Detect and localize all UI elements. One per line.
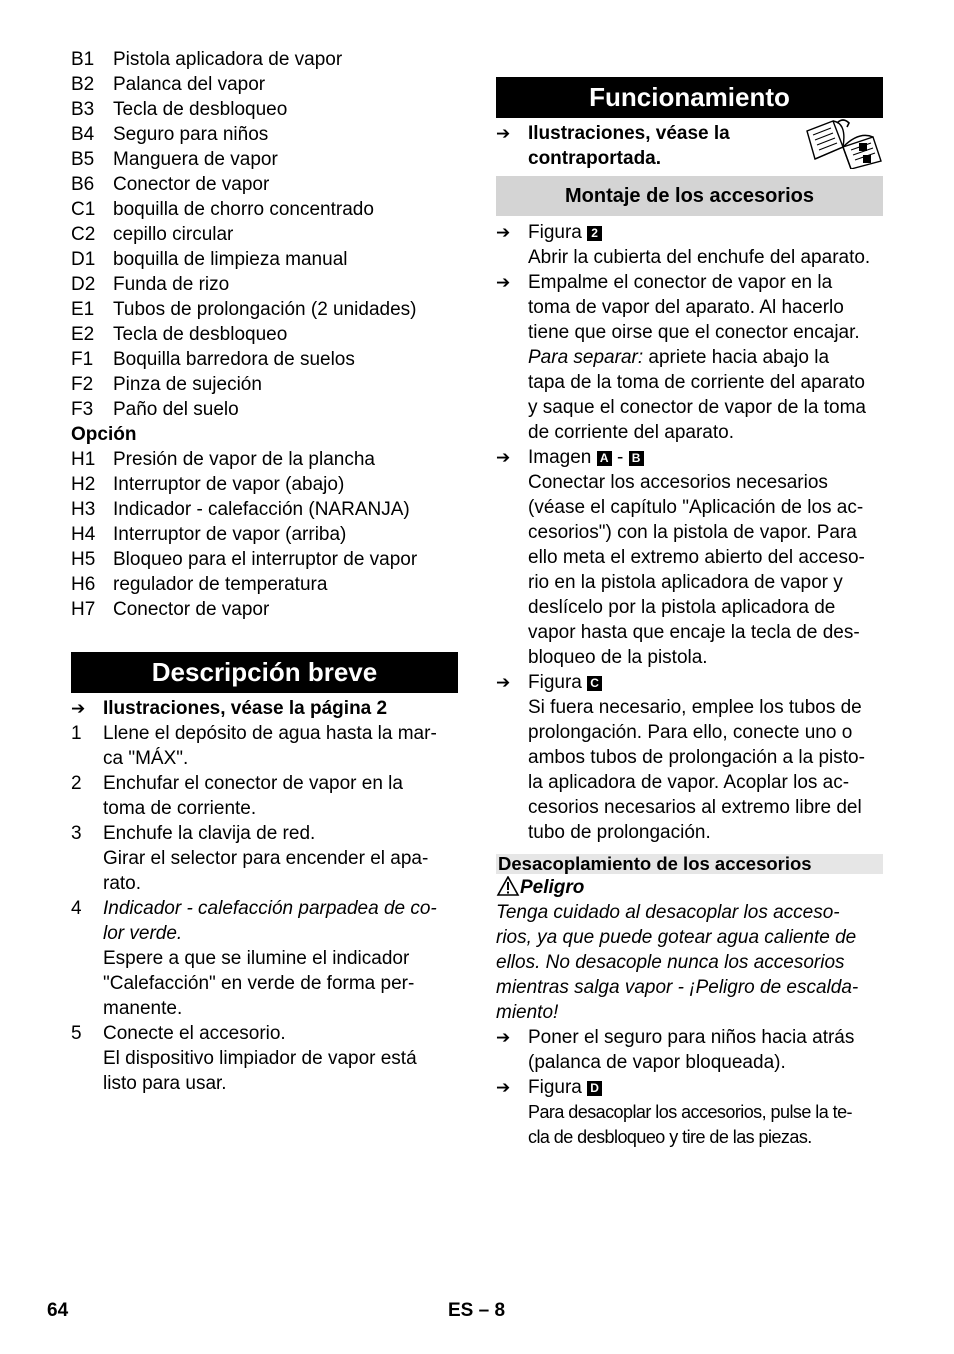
legend-text: Pistola aplicadora de vapor [113, 49, 343, 70]
legend-code: F3 [71, 399, 94, 420]
legend-text: Interruptor de vapor (arriba) [113, 524, 347, 545]
arrow-right-icon: ➔ [496, 273, 511, 292]
legend-item [71, 72, 458, 97]
warning-triangle-icon [496, 876, 520, 896]
text-line: la aplicadora de vapor. Acoplar los ac- [528, 772, 850, 793]
legend-code: H3 [71, 499, 96, 520]
step-number: 3 [71, 823, 82, 844]
step-connect: ➔ Empalme el conector de vapor en la toma de vapor del aparato. Al hacerlo tiene que oirse que el conector encajar. Para separar: apriete hacia abajo la tapa de la toma de corriente del aparato y saque el conector de vapor de la toma de corriente del aparato. [496, 272, 866, 443]
step-number: 2 [71, 773, 82, 794]
step-text [103, 821, 458, 846]
legend-item [71, 122, 458, 147]
subsection-title-mount: Montaje de los accesorios [496, 176, 883, 216]
left-column [71, 47, 458, 1096]
text-line: deslícelo por la pistola aplicadora de [528, 597, 836, 618]
arrow-right-icon: ➔ [496, 1078, 511, 1097]
legend-code: D2 [71, 274, 96, 295]
legend-code: D1 [71, 249, 96, 270]
legend-code: B4 [71, 124, 95, 145]
legend-text: Tecla de desbloqueo [113, 324, 288, 345]
arrow-right-icon: ➔ [496, 673, 511, 692]
legend-item [71, 147, 458, 172]
arrow-right-icon: ➔ [496, 223, 511, 242]
brief-step [71, 896, 458, 946]
subsection-title-uncouple: Desacoplamiento de los accesorios [496, 854, 883, 874]
step-result-line: manente. [103, 998, 183, 1019]
legend-text: Pinza de sujeción [113, 374, 262, 395]
step-line: lor verde. [103, 923, 183, 944]
text-line: prolongación. Para ello, conecte uno o [528, 722, 853, 743]
text-line: (véase el capítulo "Aplicación de los ac- [528, 497, 864, 518]
operation-reference-block [496, 121, 883, 171]
arrow-right-icon: ➔ [496, 1028, 511, 1047]
legend-code: F1 [71, 349, 94, 370]
text-line: cesorios") con la pistola de vapor. Para [528, 522, 857, 543]
section-title-brief: Descripción breve [71, 652, 458, 693]
legend-item [71, 197, 458, 222]
legend-text: cepillo circular [113, 224, 234, 245]
danger-heading: Peligro [496, 875, 883, 900]
text-line: Conectar los accesorios necesarios [528, 472, 828, 493]
option-heading: Opción [71, 424, 137, 445]
legend-item [71, 47, 458, 72]
legend-text: Interruptor de vapor (abajo) [113, 474, 345, 495]
step-result-line: listo para usar. [103, 1073, 227, 1094]
legend-code: H7 [71, 599, 96, 620]
legend-code: C2 [71, 224, 96, 245]
step-number: 5 [71, 1023, 82, 1044]
legend-text: Boquilla barredora de suelos [113, 349, 355, 370]
step-result-line: El dispositivo limpiador de vapor está [103, 1048, 417, 1069]
legend-item [71, 572, 458, 597]
legend-code: H1 [71, 449, 96, 470]
legend-item [71, 322, 458, 347]
arrow-right-icon: ➔ [496, 448, 511, 467]
legend-item [71, 597, 458, 622]
legend-item [71, 247, 458, 272]
legend-text: Conector de vapor [113, 599, 270, 620]
text-line: miento! [496, 1002, 559, 1023]
step-line: Enchufe la clavija de red. [103, 823, 316, 844]
text-line: cesorios necesarios al extremo libre del [528, 797, 862, 818]
legend-code: H2 [71, 474, 96, 495]
legend-item [71, 522, 458, 547]
legend-text: regulador de temperatura [113, 574, 328, 595]
step-text [103, 1021, 458, 1046]
step-number: 4 [71, 898, 82, 919]
text-line: tubo de prolongación. [528, 822, 711, 843]
legend-code: B1 [71, 49, 95, 70]
legend-text: Presión de vapor de la plancha [113, 449, 375, 470]
legend-code: E1 [71, 299, 95, 320]
legend-code: H4 [71, 524, 96, 545]
legend-item [71, 347, 458, 372]
step-result-line: rato. [103, 873, 142, 894]
text-line: ambos tubos de prolongación a la pisto- [528, 747, 865, 768]
text-line: rios, ya que puede gotear agua caliente de [496, 927, 857, 948]
legend-text: Tecla de desbloqueo [113, 99, 288, 120]
step-line: Enchufar el conector de vapor en la [103, 773, 403, 794]
brief-reference: ➔ Ilustraciones, véase la página 2 [71, 698, 388, 719]
legend-text: boquilla de limpieza manual [113, 249, 348, 270]
step-text [103, 771, 458, 821]
text-line: rio en la pistola aplicadora de vapor y [528, 572, 843, 593]
legend-item [71, 97, 458, 122]
text-line: mientras salga vapor - ¡Peligro de escalda- [496, 977, 859, 998]
figure-badge: B [629, 451, 644, 466]
step-result-line: "Calefacción" en verde de forma per- [103, 973, 415, 994]
figure-badge: C [587, 676, 602, 691]
figure-badge: 2 [587, 226, 602, 241]
text-line: ellos. No desacople nunca los accesorios [496, 952, 845, 973]
legend-text: Tubos de prolongación (2 unidades) [113, 299, 417, 320]
right-column [496, 47, 883, 1150]
step-number: 1 [71, 723, 82, 744]
step-text [103, 896, 458, 946]
step-line: Llene el depósito de agua hasta la mar- [103, 723, 437, 744]
legend-code: C1 [71, 199, 96, 220]
step-line: ca "MÁX". [103, 748, 189, 769]
arrow-right-icon: ➔ [71, 699, 86, 718]
text-line: Tenga cuidado al desacoplar los acceso- [496, 902, 840, 923]
legend-item [71, 297, 458, 322]
text-line: bloqueo de la pistola. [528, 647, 708, 668]
step-figure-c: ➔ Figura C Si fuera necesario, emplee los tubos de prolongación. Para ello, conecte uno o ambos tubos de prolongación a la pisto- la aplicadora de vapor. Acoplar los ac- cesorios necesarios al extremo libre del tubo de prolongación. [496, 670, 883, 845]
figure-badge: A [597, 451, 612, 466]
legend-item [71, 372, 458, 397]
brief-steps [71, 721, 458, 1096]
legend-code: H5 [71, 549, 96, 570]
legend-text: Conector de vapor [113, 174, 270, 195]
legend-text: boquilla de chorro concentrado [113, 199, 374, 220]
text-line: ello meta el extremo abierto del acceso- [528, 547, 865, 568]
legend-item [71, 447, 458, 472]
legend-item [71, 272, 458, 297]
legend-item [71, 547, 458, 572]
page-number: 64 [47, 1300, 69, 1321]
step-child-lock: ➔ Poner el seguro para niños hacia atrás (palanca de vapor bloqueada). [496, 1027, 855, 1073]
component-legend [71, 47, 458, 422]
step-line: Conecte el accesorio. [103, 1023, 286, 1044]
legend-code: B2 [71, 74, 95, 95]
section-title-operation: Funcionamiento [496, 77, 883, 118]
legend-text: Bloqueo para el interruptor de vapor [113, 549, 418, 570]
text-line: Si fuera necesario, emplee los tubos de [528, 697, 862, 718]
operation-reference: ➔ Ilustraciones, véase la contraportada. [496, 123, 730, 169]
text-line: vapor hasta que encaje la tecla de des- [528, 622, 860, 643]
legend-text: Paño del suelo [113, 399, 239, 420]
step-line: toma de corriente. [103, 798, 257, 819]
legend-text: Indicador - calefacción (NARANJA) [113, 499, 410, 520]
option-legend [71, 447, 458, 622]
legend-code: F2 [71, 374, 94, 395]
brief-step [71, 771, 458, 821]
legend-code: E2 [71, 324, 95, 345]
danger-text [496, 900, 883, 1025]
legend-code: H6 [71, 574, 96, 595]
legend-item [71, 497, 458, 522]
brief-step [71, 821, 458, 846]
figure-badge: D [587, 1081, 602, 1096]
legend-item [71, 472, 458, 497]
step-figure-2: ➔ Figura 2 Abrir la cubierta del enchufe del aparato. [496, 222, 871, 268]
legend-text: Seguro para niños [113, 124, 269, 145]
legend-code: B6 [71, 174, 95, 195]
legend-item [71, 222, 458, 247]
step-result-line: Girar el selector para encender el apa- [103, 848, 429, 869]
arrow-right-icon: ➔ [496, 124, 511, 143]
brief-step [71, 1021, 458, 1046]
legend-text: Palanca del vapor [113, 74, 266, 95]
book-icon [803, 117, 883, 169]
step-result-line: Espere a que se ilumine el indicador [103, 948, 410, 969]
step-line: Indicador - calefacción parpadea de co- [103, 898, 437, 919]
step-image-a-b: ➔ Imagen A - B Conectar los accesorios necesarios (véase el capítulo "Aplicación de los ac- cesorios") con la pistola de vapor. Para ello meta el extremo abierto del acceso- rio en la pistola aplicadora de vapor y deslícelo por la pistola aplicadora de vapor hasta que encaje la tecla de des- bloqueo de la pistola. [496, 445, 883, 670]
brief-step [71, 721, 458, 771]
legend-item [71, 397, 458, 422]
legend-text: Funda de rizo [113, 274, 230, 295]
legend-code: B3 [71, 99, 95, 120]
page-code: ES – 8 [448, 1300, 506, 1321]
step-text [103, 721, 458, 771]
step-figure-d: ➔ Figura D Para desacoplar los accesorios, pulse la te- cla de desbloqueo y tire de las piezas. [496, 1075, 883, 1150]
legend-code: B5 [71, 149, 95, 170]
legend-item [71, 172, 458, 197]
legend-text: Manguera de vapor [113, 149, 278, 170]
